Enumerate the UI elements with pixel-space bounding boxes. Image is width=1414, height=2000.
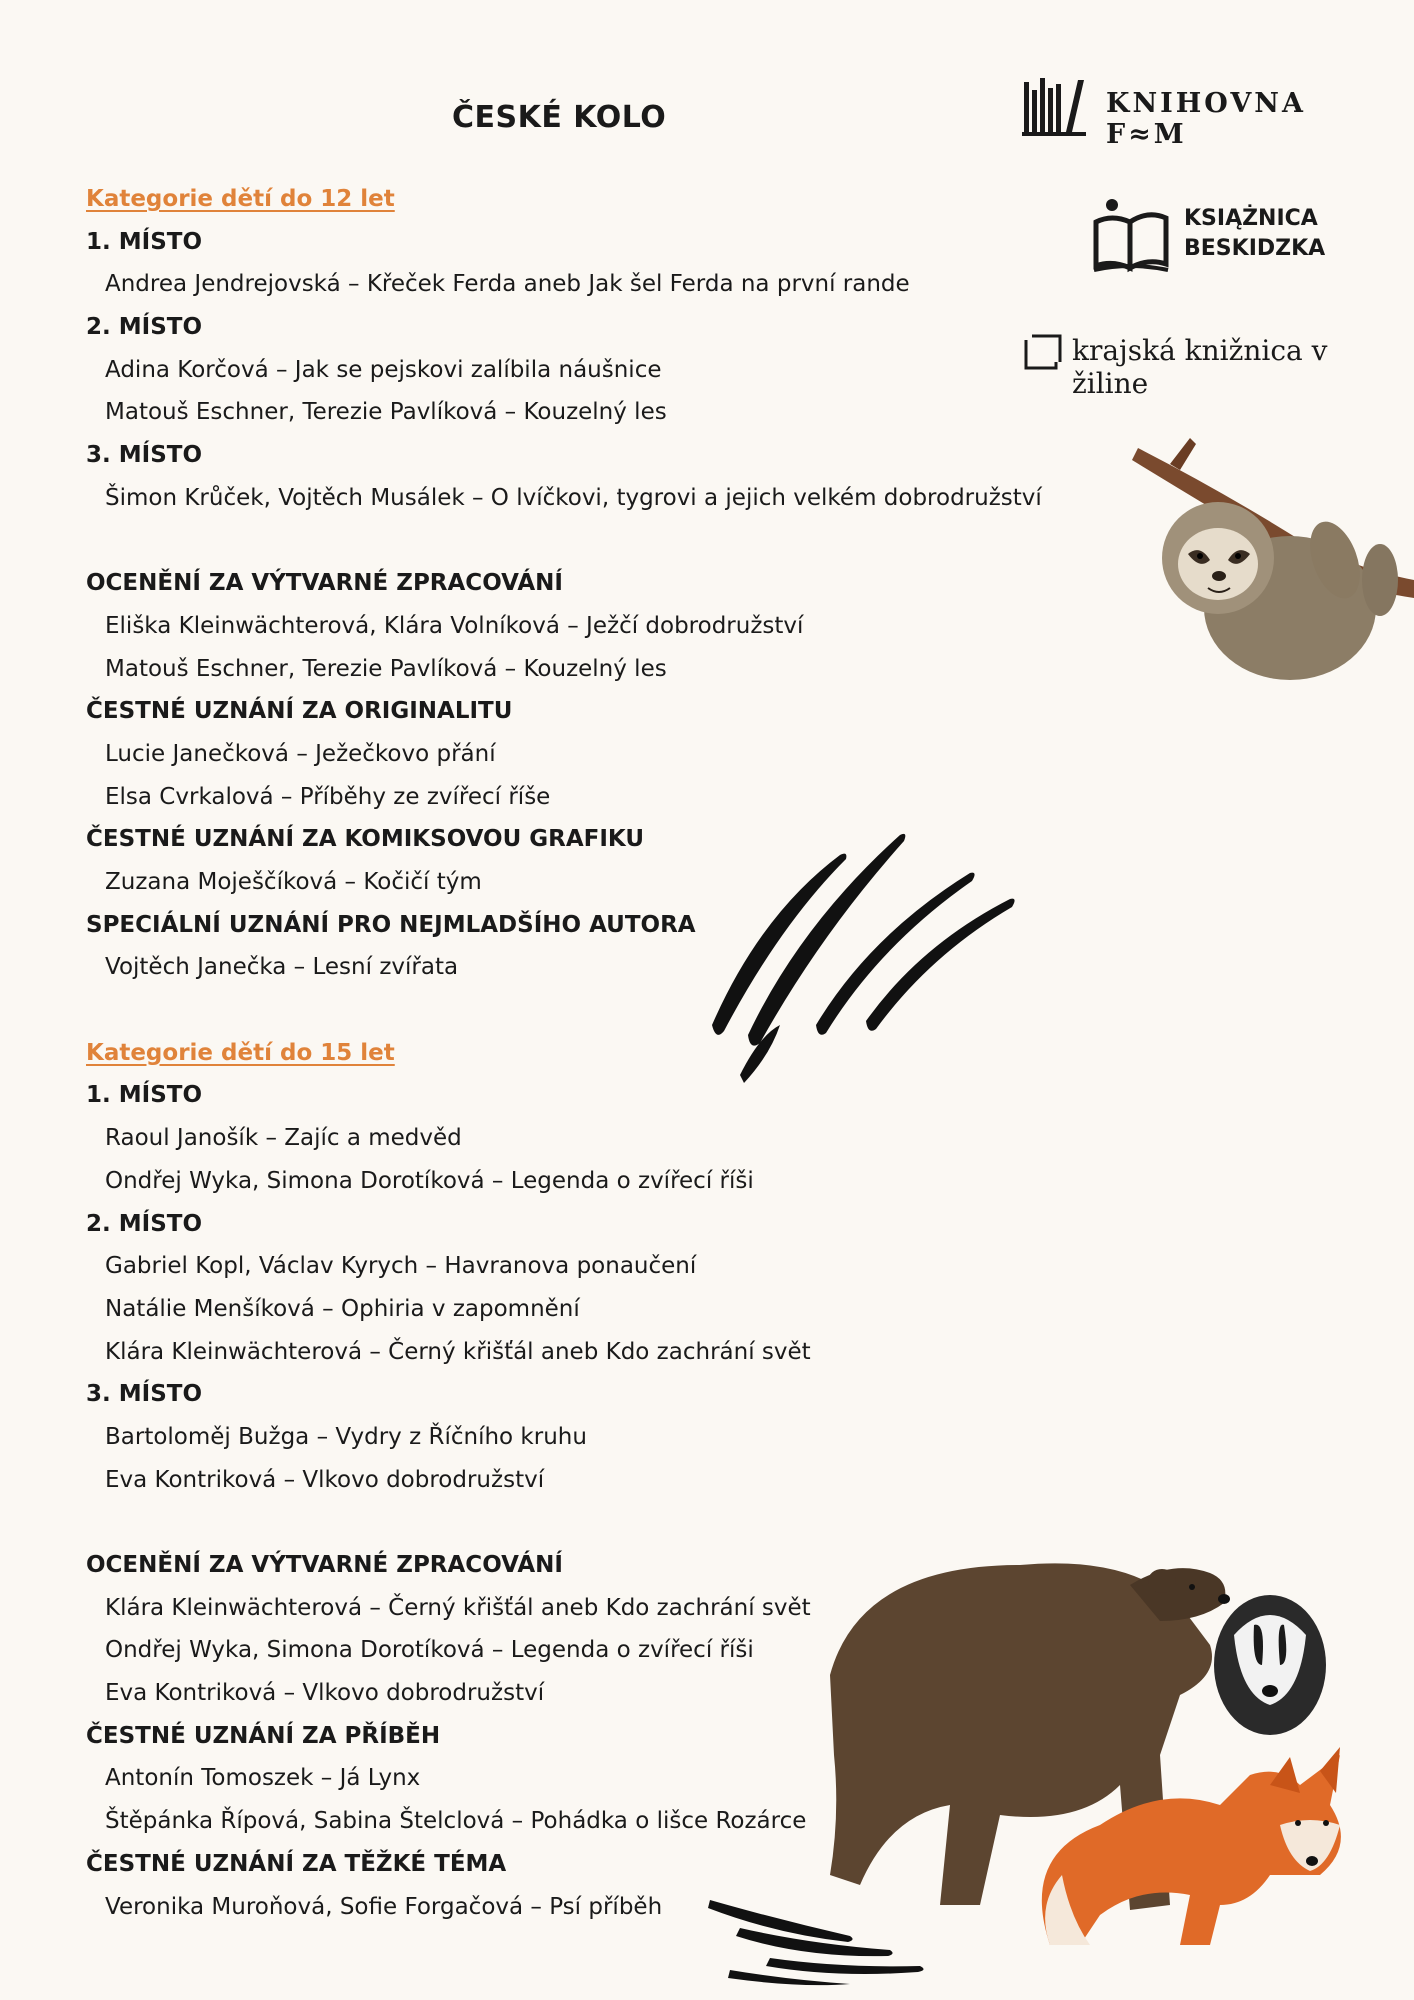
logo-kfm-text: KNIHOVNA F≈M [1106,88,1306,150]
award-entry: Matouš Eschner, Terezie Pavlíková – Kouzelný les [105,655,667,682]
group-gap [86,1501,1046,1544]
award-heading: ČESTNÉ UZNÁNÍ ZA PŘÍBĚH [86,1722,441,1749]
group-gap [86,520,1046,563]
logo-kb-line-1: KSIĄŻNICA [1184,206,1318,231]
logo-krajska-kniznica [1022,330,1392,400]
award-entry: Klára Kleinwächterová – Černý křišťál aneb Kdo zachrání svět [105,1594,811,1621]
category-title: Kategorie dětí do 12 let [86,186,395,212]
award-entry: Eva Kontriková – Vlkovo dobrodružství [105,1680,545,1707]
award-heading: 1. MÍSTO [86,1082,202,1109]
award-heading: 3. MÍSTO [86,1381,202,1408]
sloth-illustration [1130,430,1414,700]
award-entry: Gabriel Kopl, Václav Kyrych – Havranova ponaučení [105,1253,697,1280]
award-entry: Bartoloměj Bužga – Vydry z Říčního kruhu [105,1423,587,1450]
bookshelf-icon [1022,74,1088,138]
award-heading: 1. MÍSTO [86,228,202,255]
logo-ksiaznica-beskidzka [1090,196,1330,276]
logo-kk-text: krajská knižnica v žiline [1072,334,1328,400]
award-entry: Veronika Muroňová, Sofie Forgačová – Psí příběh [105,1893,663,1920]
award-entry: Raoul Janošík – Zajíc a medvěd [105,1125,462,1152]
award-entry: Štěpánka Řípová, Sabina Štelclová – Pohádka o lišce Rozárce [105,1808,807,1835]
award-entry: Adina Korčová – Jak se pejskovi zalíbila náušnice [105,356,662,383]
award-entry: Andrea Jendrejovská – Křeček Ferda aneb Jak šel Ferda na první rande [105,271,910,298]
award-entry: Matouš Eschner, Terezie Pavlíková – Kouzelný les [105,399,667,426]
award-heading: 2. MÍSTO [86,1210,202,1237]
logo-kb-text [1184,204,1325,264]
page-title: ČESKÉ KOLO [452,100,667,135]
award-heading: OCENĚNÍ ZA VÝTVARNÉ ZPRACOVÁNÍ [86,1552,563,1578]
section-gap [86,989,1046,1032]
award-heading: 3. MÍSTO [86,442,202,469]
award-heading: SPECIÁLNÍ UZNÁNÍ PRO NEJMLADŠÍHO AUTORA [86,911,696,938]
award-entry: Eva Kontriková – Vlkovo dobrodružství [105,1466,545,1493]
award-entry: Vojtěch Janečka – Lesní zvířata [105,954,459,981]
award-entry: Ondřej Wyka, Simona Dorotíková – Legenda o zvířecí říši [105,1167,754,1194]
award-entry: Elsa Cvrkalová – Příběhy ze zvířecí říše [105,783,551,810]
logo-kb-line-2: BESKIDZKA [1184,236,1326,261]
award-entry: Ondřej Wyka, Simona Dorotíková – Legenda o zvířecí říši [105,1637,754,1664]
award-heading: ČESTNÉ UZNÁNÍ ZA KOMIKSOVOU GRAFIKU [86,826,645,853]
award-entry: Šimon Krůček, Vojtěch Musálek – O lvíčkovi, tygrovi a jejich velkém dobrodružství [105,484,1042,511]
logo-knihovna-fm [1022,74,1382,150]
award-entry: Klára Kleinwächterová – Černý křišťál aneb Kdo zachrání svět [105,1338,811,1365]
results-list [86,178,1046,1928]
award-entry: Zuzana Moješčíková – Kočičí tým [105,869,482,895]
award-entry: Natálie Menšíková – Ophiria v zapomnění [105,1295,580,1322]
award-entry: Lucie Janečková – Ježečkovo přání [105,740,496,767]
award-heading: OCENĚNÍ ZA VÝTVARNÉ ZPRACOVÁNÍ [86,570,563,597]
award-entry: Eliška Kleinwächterová, Klára Volníková – Ježčí dobrodružství [105,612,804,639]
award-entry: Antonín Tomoszek – Já Lynx [105,1765,421,1792]
open-book-icon [1090,196,1174,276]
category-title: Kategorie dětí do 15 let [86,1039,395,1066]
award-heading: 2. MÍSTO [86,314,202,341]
award-heading: ČESTNÉ UZNÁNÍ ZA TĚŽKÉ TÉMA [86,1850,507,1877]
award-heading: ČESTNÉ UZNÁNÍ ZA ORIGINALITU [86,698,513,725]
